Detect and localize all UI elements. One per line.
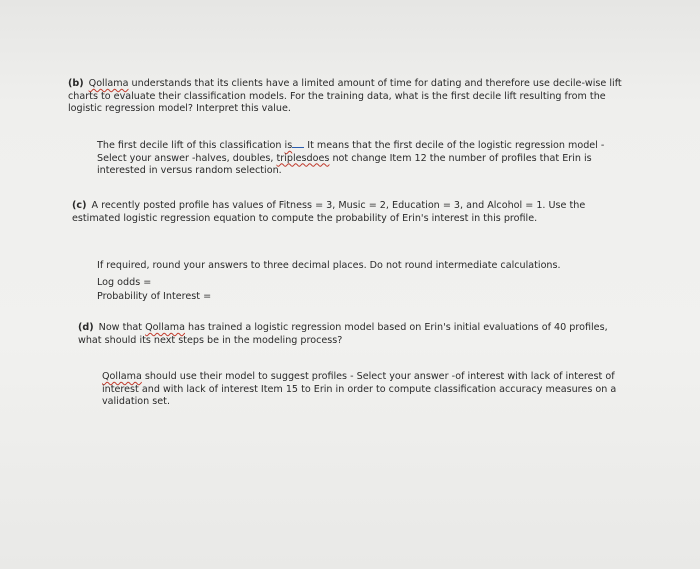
- part-b-text: understands that its clients have a limited amount of time for dating and therefore use decile-wise lift charts to evaluate their classification models. For the training data, what is the first decile lift resulting from the logistic regression model? Interpret this value.: [68, 78, 622, 115]
- part-b-answer-intro: The first decile lift of this classification: [97, 140, 285, 151]
- part-d-label: (d): [78, 322, 94, 333]
- part-d-pre: Now that: [98, 322, 146, 333]
- part-b-answer: [97, 138, 625, 178]
- dropdown-options-text[interactable]: triplesdoes: [276, 152, 330, 164]
- part-d-answer-text: should use their model to suggest profiles - Select your answer -of interest with lack of interest of interest and with lack of interest Item 15 to Erin in order to compute classification accuracy measures on a validation set.: [102, 371, 617, 408]
- part-d-answer: [102, 371, 622, 409]
- part-b-label: (b): [68, 78, 84, 89]
- part-d-text: has trained a logistic regression model based on Erin's initial evaluations of 40 profiles, what should its next steps be in the modeling process?: [78, 322, 608, 346]
- part-b-question: [68, 78, 628, 116]
- company-name-answer: Qollama: [102, 371, 142, 382]
- part-b-answer-end: not change Item 12 the number of profiles that Erin is interested in versus random selection.: [97, 152, 592, 177]
- rounding-instructions: If required, round your answers to three decimal places. Do not round intermediate calculations.: [97, 260, 561, 271]
- answer-is-word: is: [284, 140, 293, 151]
- probability-row: [97, 291, 211, 304]
- log-odds-row: [97, 277, 151, 290]
- part-c-text: A recently posted profile has values of Fitness = 3, Music = 2, Education = 3, and Alcohol = 1. Use the estimated logistic regression equation to compute the probability of Erin's interest in this profile.: [72, 200, 586, 224]
- part-b-answer-mid: It means that the first decile of the logistic regression model - Select your answer -halves, doubles,: [97, 140, 605, 164]
- first-decile-lift-blank[interactable]: [292, 138, 304, 148]
- part-c-question: [72, 200, 628, 225]
- part-c-label: (c): [72, 200, 87, 211]
- probability-label: Probability of Interest =: [97, 291, 212, 302]
- log-odds-label: Log odds =: [97, 277, 152, 288]
- company-name-d: Qollama: [145, 322, 185, 333]
- part-c-instructions: [97, 260, 637, 273]
- part-d-question: [78, 322, 628, 347]
- company-name: Qollama: [88, 78, 129, 89]
